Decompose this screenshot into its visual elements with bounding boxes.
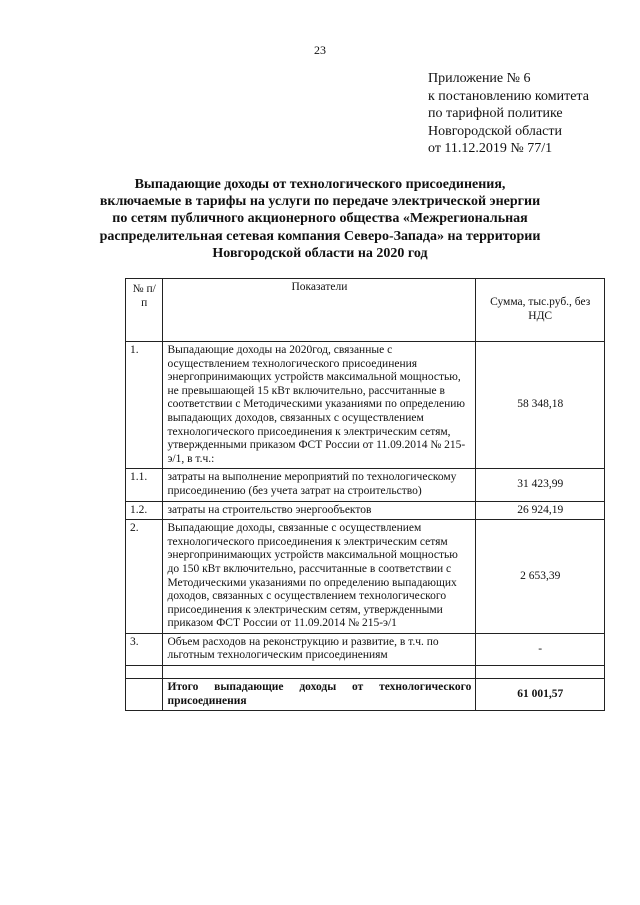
table-spacer-row <box>126 666 605 679</box>
row-amount: 2 653,39 <box>476 520 605 634</box>
row-amount: - <box>476 633 605 665</box>
appendix-block <box>428 70 589 158</box>
table-row <box>126 520 605 634</box>
header-num: № п/п <box>126 279 163 342</box>
table-row <box>126 501 605 520</box>
appendix-line: Приложение № 6 <box>428 71 531 86</box>
row-num: 1. <box>126 342 163 469</box>
revenue-table <box>125 278 605 711</box>
row-num: 1.1. <box>126 469 163 501</box>
appendix-line: к постановлению комитета <box>428 88 589 104</box>
total-amount: 61 001,57 <box>476 679 605 711</box>
row-amount: 31 423,99 <box>476 469 605 501</box>
row-amount: 58 348,18 <box>476 342 605 469</box>
row-text: затраты на строительство энергообъектов <box>163 501 476 520</box>
row-text: Выпадающие доходы, связанные с осуществлением технологического присоединения к электрическим сетям энергопринимающих устройств максимальной мощностью до 150 кВт включительно, рассчитанные в соответствии с Методическими указаниями по определению выпадающих доходов, связанных с осуществлением технологического присоединения к электрическим сетям, утвержденными приказом ФСТ России от 11.09.2014 № 215-э/1 <box>163 520 476 634</box>
row-text: Выпадающие доходы на 2020год, связанные с осуществлением технологического присоединения энергопринимающих устройств максимальной мощностью, не превышающей 15 кВт включительно, рассчитанные в соответствии с Методическими указаниями по определению выпадающих доходов, связанных с осуществлением технологического присоединения к электрическим сетям, утвержденными приказом ФСТ России от 11.09.2014 № 215-э/1, в т.ч.: <box>163 342 476 469</box>
row-num: 3. <box>126 633 163 665</box>
table-row <box>126 342 605 469</box>
header-indicator: Показатели <box>163 279 476 342</box>
row-amount: 26 924,19 <box>476 501 605 520</box>
total-label: Итого выпадающие доходы от технологического присоединения <box>163 679 476 711</box>
row-num: 2. <box>126 520 163 634</box>
table-total-row <box>126 679 605 711</box>
document-title: Выпадающие доходы от технологического присоединения, включаемые в тарифы на услуги по передаче электрической энергии по сетям публичного акционерного общества «Межрегиональная распределительная сетевая компания Северо-Запада» на территории Новгородской области на 2020 год <box>99 177 541 261</box>
header-amount: Сумма, тыс.руб., без НДС <box>476 279 605 342</box>
table-row <box>126 469 605 501</box>
page-number: 23 <box>314 43 326 57</box>
table-header-row <box>126 279 605 342</box>
row-num: 1.2. <box>126 501 163 520</box>
appendix-line: Новгородской области <box>428 123 562 139</box>
table-row <box>126 633 605 665</box>
appendix-line: от 11.12.2019 № 77/1 <box>428 141 553 156</box>
row-text: затраты на выполнение мероприятий по технологическому присоединению (без учета затрат на строительство) <box>163 469 476 501</box>
row-text: Объем расходов на реконструкцию и развитие, в т.ч. по льготным технологическим присоединениям <box>163 633 476 665</box>
appendix-line: по тарифной политике <box>428 106 563 121</box>
